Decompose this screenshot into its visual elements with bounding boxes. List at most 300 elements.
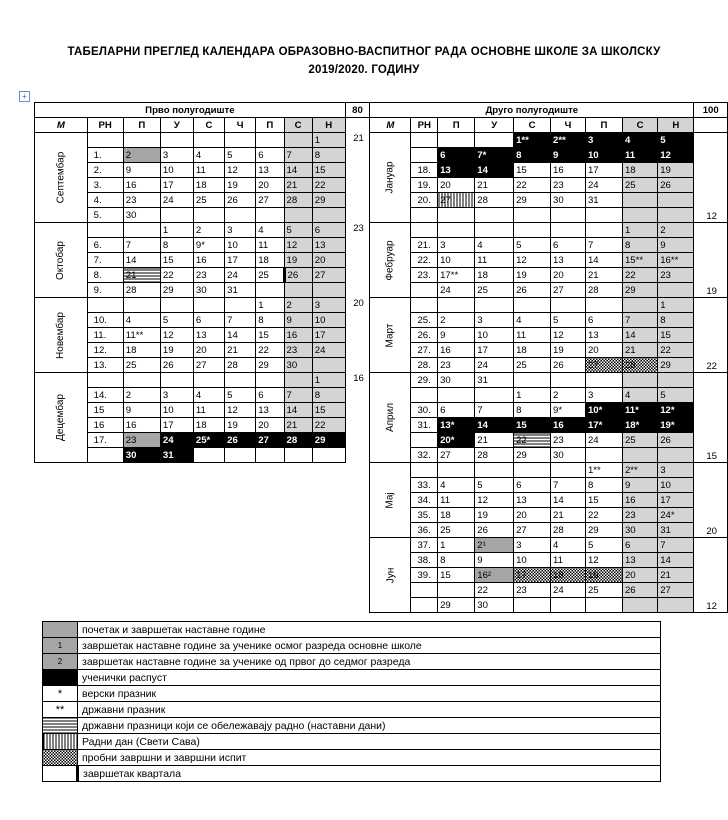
day-cell: 3	[514, 538, 551, 553]
day-cell: 2	[438, 313, 475, 328]
second-half-header: Друго полугодиште	[370, 103, 694, 118]
month-name-apr: Април	[384, 402, 396, 433]
day-cell	[475, 223, 514, 238]
day-cell: 13	[550, 253, 585, 268]
day-header: Ч	[225, 118, 256, 133]
day-cell: 21	[284, 178, 312, 193]
day-cell: 5	[284, 223, 312, 238]
spacer-cell	[694, 118, 728, 133]
day-cell: 16	[123, 178, 160, 193]
week-number: 36.	[411, 523, 438, 538]
week-number: 12.	[87, 343, 123, 358]
day-cell: 3	[658, 463, 694, 478]
day-cell: 13*	[438, 418, 475, 433]
day-cell: 20	[193, 343, 224, 358]
week-number: 16	[87, 418, 123, 433]
day-cell: 13	[312, 238, 345, 253]
day-cell: 23	[514, 583, 551, 598]
month-total-apr: 15	[694, 373, 728, 463]
day-cell: 14	[284, 403, 312, 418]
day-cell: 18	[550, 568, 585, 583]
day-cell: 6	[622, 538, 657, 553]
day-cell: 22	[514, 433, 551, 448]
day-cell: 17	[475, 343, 514, 358]
day-cell: 8	[312, 148, 345, 163]
day-cell	[284, 448, 312, 463]
day-cell: 13	[193, 328, 224, 343]
day-cell	[160, 208, 193, 223]
day-cell: 28	[225, 358, 256, 373]
week-number: 32.	[411, 448, 438, 463]
day-cell: 14	[123, 253, 160, 268]
day-cell: 28	[585, 283, 622, 298]
day-cell: 12	[225, 163, 256, 178]
month-total-mar: 22	[694, 298, 728, 373]
day-cell: 22	[658, 343, 694, 358]
legend-swatch: 1	[43, 638, 78, 654]
day-cell	[312, 283, 345, 298]
day-cell: 26	[550, 358, 585, 373]
day-cell: 27	[193, 358, 224, 373]
day-cell: 15	[256, 328, 284, 343]
day-cell	[550, 298, 585, 313]
day-cell: 17**	[438, 268, 475, 283]
day-cell: 1**	[585, 463, 622, 478]
week-number	[411, 208, 438, 223]
day-cell: 6	[438, 403, 475, 418]
day-cell	[284, 133, 312, 148]
day-cell: 13	[514, 493, 551, 508]
day-cell: 8	[160, 238, 193, 253]
day-cell	[312, 208, 345, 223]
week-number: 26.	[411, 328, 438, 343]
day-cell: 23	[622, 508, 657, 523]
week-number	[411, 463, 438, 478]
day-cell: 11	[256, 238, 284, 253]
day-cell: 8	[514, 148, 551, 163]
day-cell: 29	[622, 283, 657, 298]
day-cell: 1	[160, 223, 193, 238]
week-number: 8.	[87, 268, 123, 283]
day-cell	[256, 448, 284, 463]
day-cell: 25	[475, 283, 514, 298]
day-cell	[193, 448, 224, 463]
day-cell: 18	[256, 253, 284, 268]
month-name-oct: Октобар	[55, 240, 67, 280]
legend-text: државни празници који се обележавају радно (наставни дани)	[78, 718, 661, 734]
day-cell: 9	[622, 478, 657, 493]
day-cell	[475, 133, 514, 148]
day-cell: 17	[312, 328, 345, 343]
day-cell: 27	[438, 448, 475, 463]
day-cell	[160, 298, 193, 313]
day-cell: 1	[514, 388, 551, 403]
day-cell: 21	[585, 268, 622, 283]
day-cell: 29	[514, 193, 551, 208]
day-cell	[438, 223, 475, 238]
day-cell: 18	[622, 163, 657, 178]
day-cell: 10	[585, 148, 622, 163]
week-number: 23.	[411, 268, 438, 283]
legend-swatch	[43, 622, 78, 638]
week-number: 4.	[87, 193, 123, 208]
day-cell: 25	[585, 583, 622, 598]
day-cell: 7	[622, 313, 657, 328]
day-cell: 21	[658, 568, 694, 583]
day-cell: 2	[658, 223, 694, 238]
day-header: С	[193, 118, 224, 133]
week-column-header: РН	[87, 118, 123, 133]
day-cell	[193, 133, 224, 148]
day-cell: 10	[658, 478, 694, 493]
calendar-week-row	[35, 463, 728, 478]
day-cell: 24	[225, 268, 256, 283]
week-number: 10.	[87, 313, 123, 328]
day-cell: 16**	[658, 253, 694, 268]
day-cell: 19	[225, 178, 256, 193]
week-number: 25.	[411, 313, 438, 328]
day-cell: 1	[312, 133, 345, 148]
day-cell: 1	[438, 538, 475, 553]
day-cell: 18	[193, 418, 224, 433]
week-number: 28.	[411, 358, 438, 373]
calendar-week-row	[35, 223, 728, 238]
month-label-may	[370, 463, 411, 538]
day-cell	[256, 133, 284, 148]
day-cell: 16	[622, 493, 657, 508]
legend-swatch	[43, 670, 78, 686]
day-cell: 9	[123, 403, 160, 418]
day-cell: 5	[225, 388, 256, 403]
day-cell: 7	[123, 238, 160, 253]
week-number	[411, 598, 438, 613]
day-cell: 20	[256, 178, 284, 193]
day-cell: 15	[312, 403, 345, 418]
day-cell: 3	[312, 298, 345, 313]
day-cell: 5	[475, 478, 514, 493]
day-cell: 6	[256, 148, 284, 163]
day-cell: 6	[550, 238, 585, 253]
month-name-may: Мај	[384, 491, 396, 509]
day-cell: 8	[256, 313, 284, 328]
day-cell: 29	[256, 358, 284, 373]
legend-text: Радни дан (Свети Сава)	[78, 734, 661, 750]
first-half-header: Прво полугодиште	[35, 103, 346, 118]
day-cell	[123, 133, 160, 148]
second-half-total: 100	[694, 103, 728, 118]
day-cell: 5	[225, 148, 256, 163]
day-cell: 21	[225, 343, 256, 358]
day-cell: 19	[475, 508, 514, 523]
day-cell: 11*	[622, 403, 657, 418]
week-number: 14.	[87, 388, 123, 403]
document-title-year: 2019/2020. ГОДИНУ	[308, 64, 420, 76]
day-cell	[622, 298, 657, 313]
week-number: 27.	[411, 343, 438, 358]
day-cell: 7	[475, 403, 514, 418]
day-cell: 29	[585, 523, 622, 538]
legend-swatch	[43, 718, 78, 734]
day-cell	[514, 598, 551, 613]
day-cell: 2	[550, 388, 585, 403]
day-cell: 2	[284, 298, 312, 313]
day-cell	[550, 208, 585, 223]
day-cell: 20	[438, 178, 475, 193]
day-cell: 21	[284, 418, 312, 433]
day-cell	[514, 298, 551, 313]
day-cell: 20	[514, 508, 551, 523]
week-number: 38.	[411, 553, 438, 568]
week-number: 21.	[411, 238, 438, 253]
legend-row	[43, 750, 661, 766]
day-header: У	[475, 118, 514, 133]
month-total-may: 20	[694, 463, 728, 538]
day-cell: 25	[622, 178, 657, 193]
day-cell: 7	[284, 148, 312, 163]
day-cell	[123, 298, 160, 313]
week-number	[87, 298, 123, 313]
day-cell: 26	[475, 523, 514, 538]
week-number: 9.	[87, 283, 123, 298]
day-cell: 21	[475, 433, 514, 448]
month-label-sep	[35, 133, 88, 223]
day-cell: 5	[658, 388, 694, 403]
day-cell	[475, 463, 514, 478]
day-cell: 2**	[622, 463, 657, 478]
day-cell: 11	[514, 328, 551, 343]
day-cell: 3	[225, 223, 256, 238]
day-cell	[585, 208, 622, 223]
day-cell: 29	[160, 283, 193, 298]
day-cell	[475, 388, 514, 403]
day-cell: 28	[550, 523, 585, 538]
month-label-jun	[370, 538, 411, 613]
day-cell	[550, 598, 585, 613]
day-cell: 18*	[622, 418, 657, 433]
day-cell	[550, 223, 585, 238]
legend-row	[43, 734, 661, 750]
day-cell: 16	[193, 253, 224, 268]
day-cell: 18	[475, 268, 514, 283]
day-cell: 2	[123, 148, 160, 163]
week-number: 13.	[87, 358, 123, 373]
day-cell	[475, 208, 514, 223]
day-cell: 29	[312, 193, 345, 208]
day-cell: 1	[256, 298, 284, 313]
day-cell: 21	[475, 178, 514, 193]
week-number	[411, 148, 438, 163]
day-cell: 7	[550, 478, 585, 493]
day-cell: 30	[193, 283, 224, 298]
week-number: 31.	[411, 418, 438, 433]
week-number	[411, 388, 438, 403]
month-name-mar: Март	[384, 323, 396, 347]
week-number: 22.	[411, 253, 438, 268]
day-cell: 23	[438, 358, 475, 373]
day-cell: 5	[514, 238, 551, 253]
day-cell: 13	[585, 328, 622, 343]
day-cell: 13	[622, 553, 657, 568]
week-number: 7.	[87, 253, 123, 268]
day-cell: 15	[312, 163, 345, 178]
day-cell: 28	[123, 283, 160, 298]
week-column-header: РН	[411, 118, 438, 133]
legend-row	[43, 702, 661, 718]
day-cell	[284, 283, 312, 298]
day-cell: 2**	[550, 133, 585, 148]
day-cell	[514, 208, 551, 223]
day-cell: 4	[550, 538, 585, 553]
day-cell: 12	[658, 148, 694, 163]
legend-row	[43, 622, 661, 638]
day-cell: 16	[550, 163, 585, 178]
day-cell	[475, 298, 514, 313]
day-cell: 16	[123, 418, 160, 433]
day-cell: 11	[193, 163, 224, 178]
legend-text: пробни завршни и завршни испит	[78, 750, 661, 766]
day-cell: 16²	[475, 568, 514, 583]
month-column-header: М	[35, 118, 88, 133]
day-cell	[438, 133, 475, 148]
day-cell: 3	[585, 388, 622, 403]
day-cell: 24	[585, 178, 622, 193]
day-cell: 4	[438, 478, 475, 493]
day-cell: 15	[438, 568, 475, 583]
day-cell: 20	[585, 343, 622, 358]
day-cell: 24*	[658, 508, 694, 523]
day-cell: 20*	[438, 433, 475, 448]
day-cell: 30	[284, 358, 312, 373]
month-name-jan: Јануар	[384, 161, 396, 194]
day-cell: 30	[475, 598, 514, 613]
month-label-apr	[370, 373, 411, 463]
day-cell	[225, 373, 256, 388]
day-cell	[622, 373, 657, 388]
day-cell: 16	[438, 343, 475, 358]
day-cell: 9	[475, 553, 514, 568]
day-cell	[193, 373, 224, 388]
day-header: П	[438, 118, 475, 133]
legend-text: ученички распуст	[78, 670, 661, 686]
first-half-total: 80	[345, 103, 369, 118]
week-number: 39.	[411, 568, 438, 583]
day-cell: 29	[658, 358, 694, 373]
day-cell: 5	[550, 313, 585, 328]
day-cell: 19	[225, 418, 256, 433]
week-number: 3.	[87, 178, 123, 193]
day-cell: 24	[475, 358, 514, 373]
day-cell: 27	[256, 433, 284, 448]
day-header: П	[585, 118, 622, 133]
day-cell: 31	[160, 448, 193, 463]
day-cell: 1	[658, 298, 694, 313]
day-cell: 25	[514, 358, 551, 373]
day-cell: 28	[284, 193, 312, 208]
day-cell	[225, 133, 256, 148]
day-cell: 14	[475, 163, 514, 178]
day-cell: 12	[475, 493, 514, 508]
day-cell: 6	[193, 313, 224, 328]
day-header: Н	[312, 118, 345, 133]
week-number	[411, 223, 438, 238]
day-header: П	[256, 118, 284, 133]
legend-text: завршетак наставне године за ученике осмог разреда основне школе	[78, 638, 661, 654]
month-name-feb: Фебруар	[384, 239, 396, 281]
day-cell	[193, 298, 224, 313]
day-cell: 12	[284, 238, 312, 253]
day-cell: 3	[475, 313, 514, 328]
day-cell: 13	[438, 163, 475, 178]
day-cell: 19	[550, 343, 585, 358]
day-cell: 21	[550, 508, 585, 523]
day-cell: 24	[160, 193, 193, 208]
month-label-nov	[35, 298, 88, 373]
day-cell: 22	[256, 343, 284, 358]
day-cell: 8	[514, 403, 551, 418]
empty-area	[35, 463, 370, 613]
day-cell	[284, 208, 312, 223]
day-cell: 9	[438, 328, 475, 343]
day-cell: 24	[585, 433, 622, 448]
day-cell: 26	[225, 433, 256, 448]
day-cell: 19	[160, 343, 193, 358]
week-number: 6.	[87, 238, 123, 253]
week-number: 1.	[87, 148, 123, 163]
day-cell: 27	[256, 193, 284, 208]
legend-row	[43, 670, 661, 686]
legend-row	[43, 686, 661, 702]
legend-row	[43, 718, 661, 734]
day-cell: 15	[658, 328, 694, 343]
day-cell	[658, 208, 694, 223]
day-cell: 26	[514, 283, 551, 298]
day-cell	[622, 448, 657, 463]
day-cell: 12	[550, 328, 585, 343]
day-cell: 23	[193, 268, 224, 283]
week-number: 15	[87, 403, 123, 418]
day-cell: 23	[284, 343, 312, 358]
day-cell	[585, 298, 622, 313]
legend-text: почетак и завршетак наставне године	[78, 622, 661, 638]
day-cell: 4	[193, 388, 224, 403]
day-cell: 1**	[514, 133, 551, 148]
day-header: Ч	[550, 118, 585, 133]
table-move-handle-icon[interactable]: +	[19, 91, 30, 102]
day-cell: 31	[658, 523, 694, 538]
day-cell	[193, 208, 224, 223]
day-cell: 27	[550, 283, 585, 298]
day-cell: 4	[193, 148, 224, 163]
day-cell: 28	[284, 433, 312, 448]
day-cell: 6	[514, 478, 551, 493]
day-cell: 26	[284, 268, 312, 283]
day-cell	[160, 133, 193, 148]
month-total-oct: 23	[345, 223, 369, 298]
day-cell: 22	[312, 418, 345, 433]
day-cell: 2	[123, 388, 160, 403]
month-label-oct	[35, 223, 88, 298]
day-cell	[622, 193, 657, 208]
day-cell	[585, 448, 622, 463]
day-cell	[256, 208, 284, 223]
week-number	[411, 583, 438, 598]
day-cell	[514, 223, 551, 238]
day-cell: 22	[514, 178, 551, 193]
day-cell: 2	[193, 223, 224, 238]
day-cell: 8	[585, 478, 622, 493]
day-cell: 31	[225, 283, 256, 298]
day-cell	[514, 463, 551, 478]
